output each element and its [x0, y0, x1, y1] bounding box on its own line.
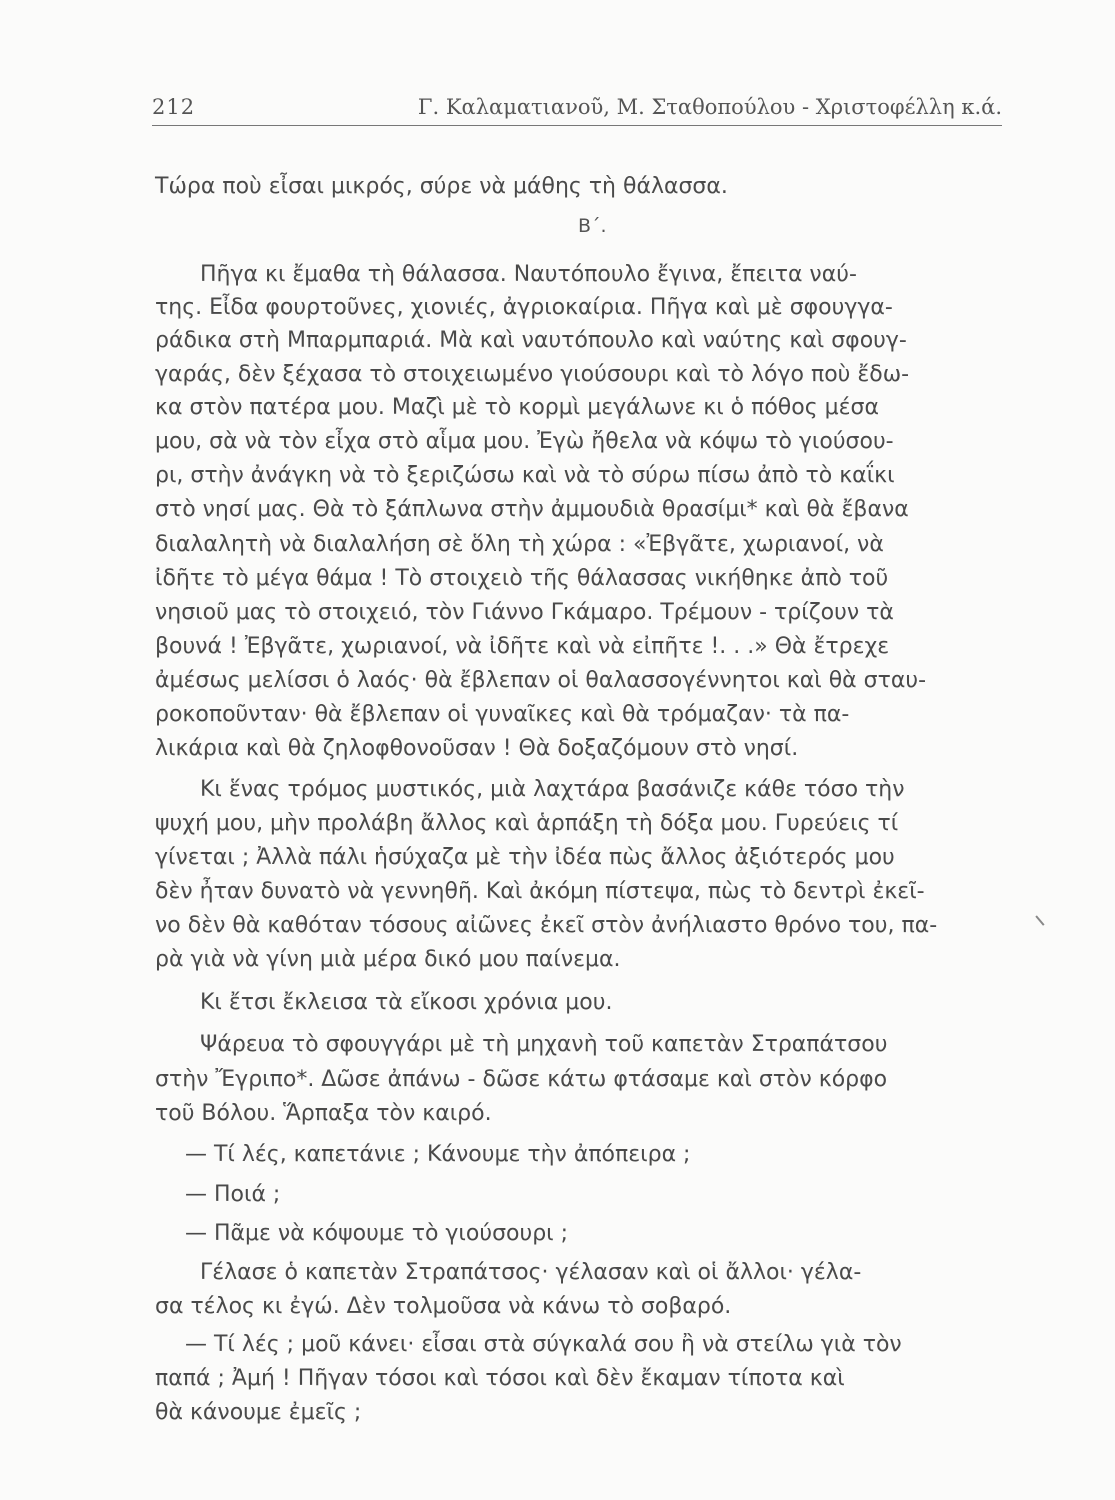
text-line: κα στὸν πατέρα μου. Μαζὶ μὲ τὸ κορμὶ μεγάλωνε κι ὁ πόθος μέσα — [155, 395, 879, 420]
text-line: στὴν Ἔγριπο*. Δῶσε ἀπάνω - δῶσε κάτω φτάσαμε καὶ στὸν κόρφο — [155, 1067, 888, 1092]
page-number: 212 — [152, 95, 196, 119]
text-line: Γέλασε ὁ καπετὰν Στραπάτσος· γέλασαν καὶ οἱ ἄλλοι· γέλα- — [200, 1260, 862, 1285]
text-line: βουνά ! Ἐβγᾶτε, χωριανοί, νὰ ἰδῆτε καὶ νὰ εἰπῆτε !. . .» Θὰ ἔτρεχε — [155, 634, 890, 659]
text-line: ράδικα στὴ Μπαρμπαριά. Μὰ καὶ ναυτόπουλο καὶ ναύτης καὶ σφουγ- — [155, 328, 907, 353]
text-line: ἰδῆτε τὸ μέγα θάμα ! Τὸ στοιχειὸ τῆς θάλασσας νικήθηκε ἀπὸ τοῦ — [155, 566, 889, 591]
text-line: Κι ἕνας τρόμος μυστικός, μιὰ λαχτάρα βασάνιζε κάθε τόσο τὴν — [200, 777, 905, 802]
text-line: γαράς, δὲν ξέχασα τὸ στοιχειωμένο γιούσουρι καὶ τὸ λόγο ποὺ ἔδω- — [155, 362, 910, 387]
ink-mark — [1035, 910, 1050, 926]
text-line: παπά ; Ἀμή ! Πῆγαν τόσοι καὶ τόσοι καὶ δὲν ἔκαμαν τίποτα καὶ — [155, 1366, 845, 1391]
page-header — [152, 95, 1002, 126]
text-line: λικάρια καὶ θὰ ζηλοφθονοῦσαν ! Θὰ δοξαζόμουν στὸ νησί. — [155, 736, 799, 761]
text-line: μου, σὰ νὰ τὸν εἶχα στὸ αἷμα μου. Ἐγὼ ἤθελα νὰ κόψω τὸ γιούσου- — [155, 429, 894, 454]
text-line: δὲν ἦταν δυνατὸ νὰ γεννηθῆ. Καὶ ἀκόμη πίστεψα, πὼς τὸ δεντρὶ ἐκεῖ- — [155, 879, 925, 904]
text-line: τοῦ Βόλου. Ἅρπαξα τὸν καιρό. — [155, 1101, 492, 1126]
text-line: Ψάρευα τὸ σφουγγάρι μὲ τὴ μηχανὴ τοῦ καπετὰν Στραπάτσου — [200, 1032, 888, 1057]
text-line: Κι ἔτσι ἔκλεισα τὰ εἴκοσι χρόνια μου. — [200, 990, 613, 1015]
text-line: — Τί λές ; μοῦ κάνει· εἶσαι στὰ σύγκαλά σου ἢ νὰ στείλω γιὰ τὸν — [185, 1332, 902, 1357]
text-line: — Πᾶμε νὰ κόψουμε τὸ γιούσουρι ; — [185, 1221, 569, 1246]
text-line: της. Εἶδα φουρτοῦνες, χιονιές, ἀγριοκαίρια. Πῆγα καὶ μὲ σφουγγα- — [155, 295, 893, 320]
text-line: ρι, στὴν ἀνάγκη νὰ τὸ ξεριζώσω καὶ νὰ τὸ σύρω πίσω ἀπὸ τὸ καΐκι — [155, 463, 895, 488]
text-line: νο δὲν θὰ καθόταν τόσους αἰῶνες ἐκεῖ στὸν ἀνήλιαστο θρόνο του, πα- — [155, 913, 938, 938]
running-title: Γ. Καλαματιανοῦ, Μ. Σταθοπούλου - Χριστοφέλλη κ.ά. — [417, 95, 1002, 119]
section-mark: Β΄. — [578, 215, 607, 237]
text-line: — Τί λές, καπετάνιε ; Κάνουμε τὴν ἀπόπειρα ; — [185, 1142, 691, 1167]
text-line: Πῆγα κι ἔμαθα τὴ θάλασσα. Ναυτόπουλο ἔγινα, ἔπειτα ναύ- — [200, 262, 857, 287]
text-line: Τώρα ποὺ εἶσαι μικρός, σύρε νὰ μάθης τὴ θάλασσα. — [155, 174, 728, 199]
text-line: θὰ κάνουμε ἐμεῖς ; — [155, 1400, 362, 1425]
text-line: νησιοῦ μας τὸ στοιχειό, τὸν Γιάννο Γκάμαρο. Τρέμουν - τρίζουν τὰ — [155, 600, 894, 625]
text-line: ρὰ γιὰ νὰ γίνη μιὰ μέρα δικό μου παίνεμα. — [155, 947, 621, 972]
text-line: ροκοποῦνταν· θὰ ἔβλεπαν οἱ γυναῖκες καὶ θὰ τρόμαζαν· τὰ πα- — [155, 702, 850, 727]
text-line: διαλαλητὴ νὰ διαλαλήση σὲ ὅλη τὴ χώρα : «Ἐβγᾶτε, χωριανοί, νὰ — [155, 532, 884, 557]
text-line: ψυχή μου, μὴν προλάβη ἄλλος καὶ ἁρπάξη τὴ δόξα μου. Γυρεύεις τί — [155, 811, 899, 836]
text-line: — Ποιά ; — [185, 1182, 281, 1207]
text-line: γίνεται ; Ἀλλὰ πάλι ἡσύχαζα μὲ τὴν ἰδέα πὼς ἄλλος ἀξιότερός μου — [155, 845, 895, 870]
text-line: στὸ νησί μας. Θὰ τὸ ξάπλωνα στὴν ἀμμουδιὰ θρασίμι* καὶ θὰ ἔβανα — [155, 497, 909, 522]
text-line: ἀμέσως μελίσσι ὁ λαός· θὰ ἔβλεπαν οἱ θαλασσογέννητοι καὶ θὰ σταυ- — [155, 668, 927, 693]
text-line: σα τέλος κι ἐγώ. Δὲν τολμοῦσα νὰ κάνω τὸ σοβαρό. — [155, 1294, 732, 1319]
